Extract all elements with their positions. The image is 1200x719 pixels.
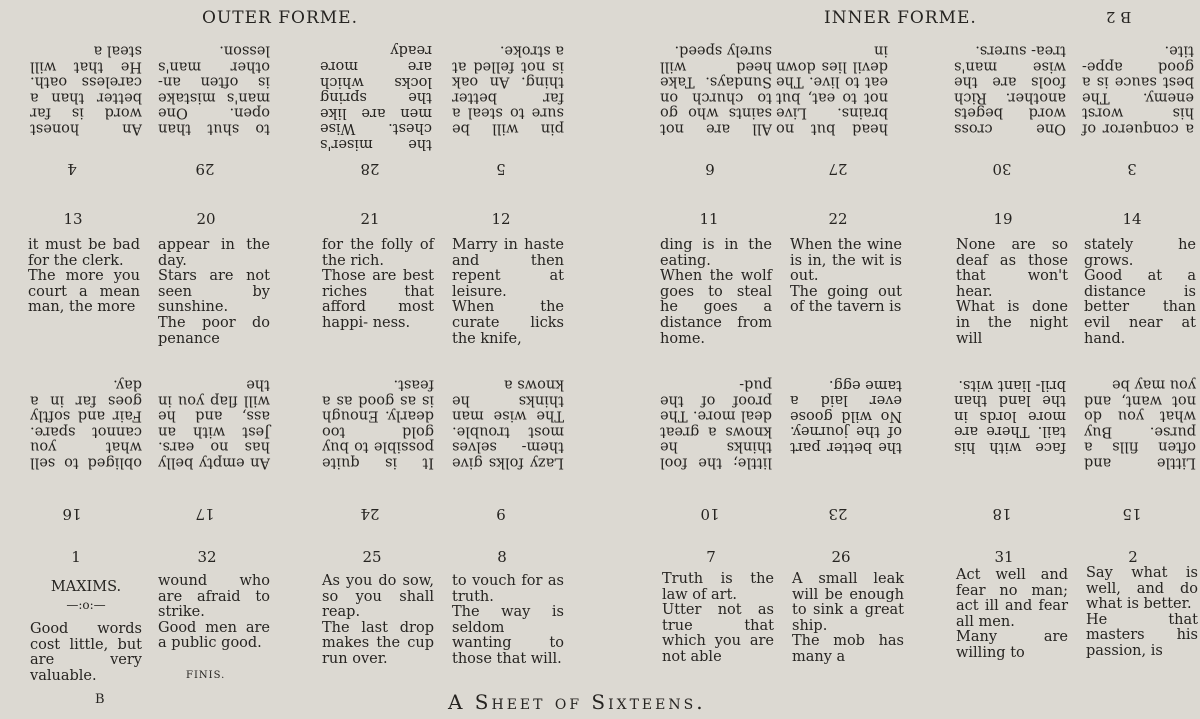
page-number: 26 (831, 548, 851, 566)
page-number: 32 (197, 548, 217, 566)
page-number: 24 (360, 505, 380, 523)
page-text: head but no brains. Live not to eat, but eat to live. The devil lies down in (776, 42, 888, 137)
page-number: 30 (992, 160, 1012, 178)
page-text: face with his tail. There are more lords in the land than bril- liant wits. (954, 376, 1066, 455)
page-number: 19 (993, 210, 1013, 228)
page-text: Marry in haste and then repent at leisure. When the curate licks the knife, (452, 237, 564, 347)
page-number: 5 (496, 160, 506, 178)
page-number: 17 (195, 505, 215, 523)
page-text: a conqueror of his worst enemy. The best sauce is a good appe- tite. (1082, 42, 1194, 137)
page-number: 21 (360, 210, 380, 228)
maxims-rule: —:o:— (66, 598, 106, 612)
page-number: 25 (362, 548, 382, 566)
page-number: 20 (196, 210, 216, 228)
page-number: 12 (491, 210, 511, 228)
page-number: 28 (360, 160, 380, 178)
inner-forme-heading: INNER FORME. (824, 8, 977, 28)
page-number: 31 (994, 548, 1014, 566)
page-number: 11 (699, 210, 719, 228)
page-text: It is quite possible to buy gold too dearly. Enough is as good as a feast. (322, 376, 434, 471)
page-number: 14 (1122, 210, 1142, 228)
signature-mark-bottom: B (95, 692, 105, 707)
page-text: to shut than open. One man's mistake is often an- other man's lesson. (158, 42, 270, 137)
page-text: An honest word is far better than a careless oath. He that will steal a (30, 42, 142, 137)
page-number: 1 (71, 548, 81, 566)
page-text: the better part of the journey. No wild goose ever laid a tame egg. (790, 376, 902, 455)
page-number: 9 (496, 505, 506, 523)
page-number: 27 (828, 160, 848, 178)
page-text: to vouch for as truth. The way is seldom wanting to those that will. (452, 573, 564, 667)
page-number: 15 (1122, 505, 1142, 523)
page-number: 4 (67, 160, 77, 178)
page-text: Little and often fills a purse. Buy what you do not want, and you may be (1084, 376, 1196, 471)
page-text: None are so deaf as those that won't hear. What is done in the night will (956, 237, 1068, 347)
sheet-caption: A Sheet of Sixteens. (448, 690, 706, 714)
page-text: All are not saints who go to church on Sundays. Take heed will surely speed. (660, 42, 772, 137)
page-text: ding is in the eating. When the wolf goes to steal he goes a distance from home. (660, 237, 772, 347)
page-text: stately he grows. Good at a distance is better than evil near at hand. (1084, 237, 1196, 347)
page-text: little; the fool thinks he knows a great deal more. The proof of the pud- (660, 376, 772, 471)
page-text: appear in the day. Stars are not seen by sunshine. The poor do penance (158, 237, 270, 347)
page-text: An empty belly has no ears. Jest with an ass, and he will flap you in the (158, 376, 270, 471)
finis-mark: FINIS. (186, 670, 226, 681)
page-number: 23 (828, 505, 848, 523)
page-number: 22 (828, 210, 848, 228)
page-text: A small leak will be enough to sink a great ship. The mob has many a (792, 571, 904, 665)
page-text: for the folly of the rich. Those are best riches that afford most happi- ness. (322, 237, 434, 331)
page-text: the miser's chest. Wise men are like the spring locks which are more ready (320, 42, 432, 153)
page-text: wound who are afraid to strike. Good men are a public good. (158, 573, 270, 652)
page-number: 13 (63, 210, 83, 228)
page-number: 3 (1127, 160, 1137, 178)
page-text: Lazy folks give them- selves most trouble. The wise man thinks he knows a (452, 376, 564, 471)
page-text: When the wine is in, the wit is out. The going out of the tavern is (790, 237, 902, 316)
page-text: it must be bad for the clerk. The more you court a mean man, the more (28, 237, 140, 316)
page-number: 18 (992, 505, 1012, 523)
page-number: 10 (700, 505, 720, 523)
signature-mark-top: B 2 (1106, 8, 1132, 26)
page-text: pin will be sure to steal a far better thing. An oak is not felled at a stroke. (452, 42, 564, 137)
page-text: Act well and fear no man; act ill and fear all men. Many are willing to (956, 567, 1068, 661)
page-number: 29 (195, 160, 215, 178)
page-number: 16 (62, 505, 82, 523)
page-number: 2 (1128, 548, 1138, 566)
page-text: Say what is well, and do what is better. He that masters his passion, is (1086, 565, 1198, 659)
page-text: Truth is the law of art. Utter not as true that which you are not able (662, 571, 774, 665)
outer-forme-heading: OUTER FORME. (202, 8, 358, 28)
page-text: One cross word begets another. Rich fools are the wise man's trea- surers. (954, 42, 1066, 137)
page-number: 8 (497, 548, 507, 566)
page-number: 7 (706, 548, 716, 566)
maxims-title: MAXIMS. (50, 579, 122, 595)
page-text: As you do sow, so you shall reap. The last drop makes the cup run over. (322, 573, 434, 667)
page-text: obliged to sell what you cannot spare. Fair and softly goes far in a day. (30, 376, 142, 471)
page-number: 6 (705, 160, 715, 178)
page-text: Good words cost little, but are very valuable. (30, 621, 142, 684)
